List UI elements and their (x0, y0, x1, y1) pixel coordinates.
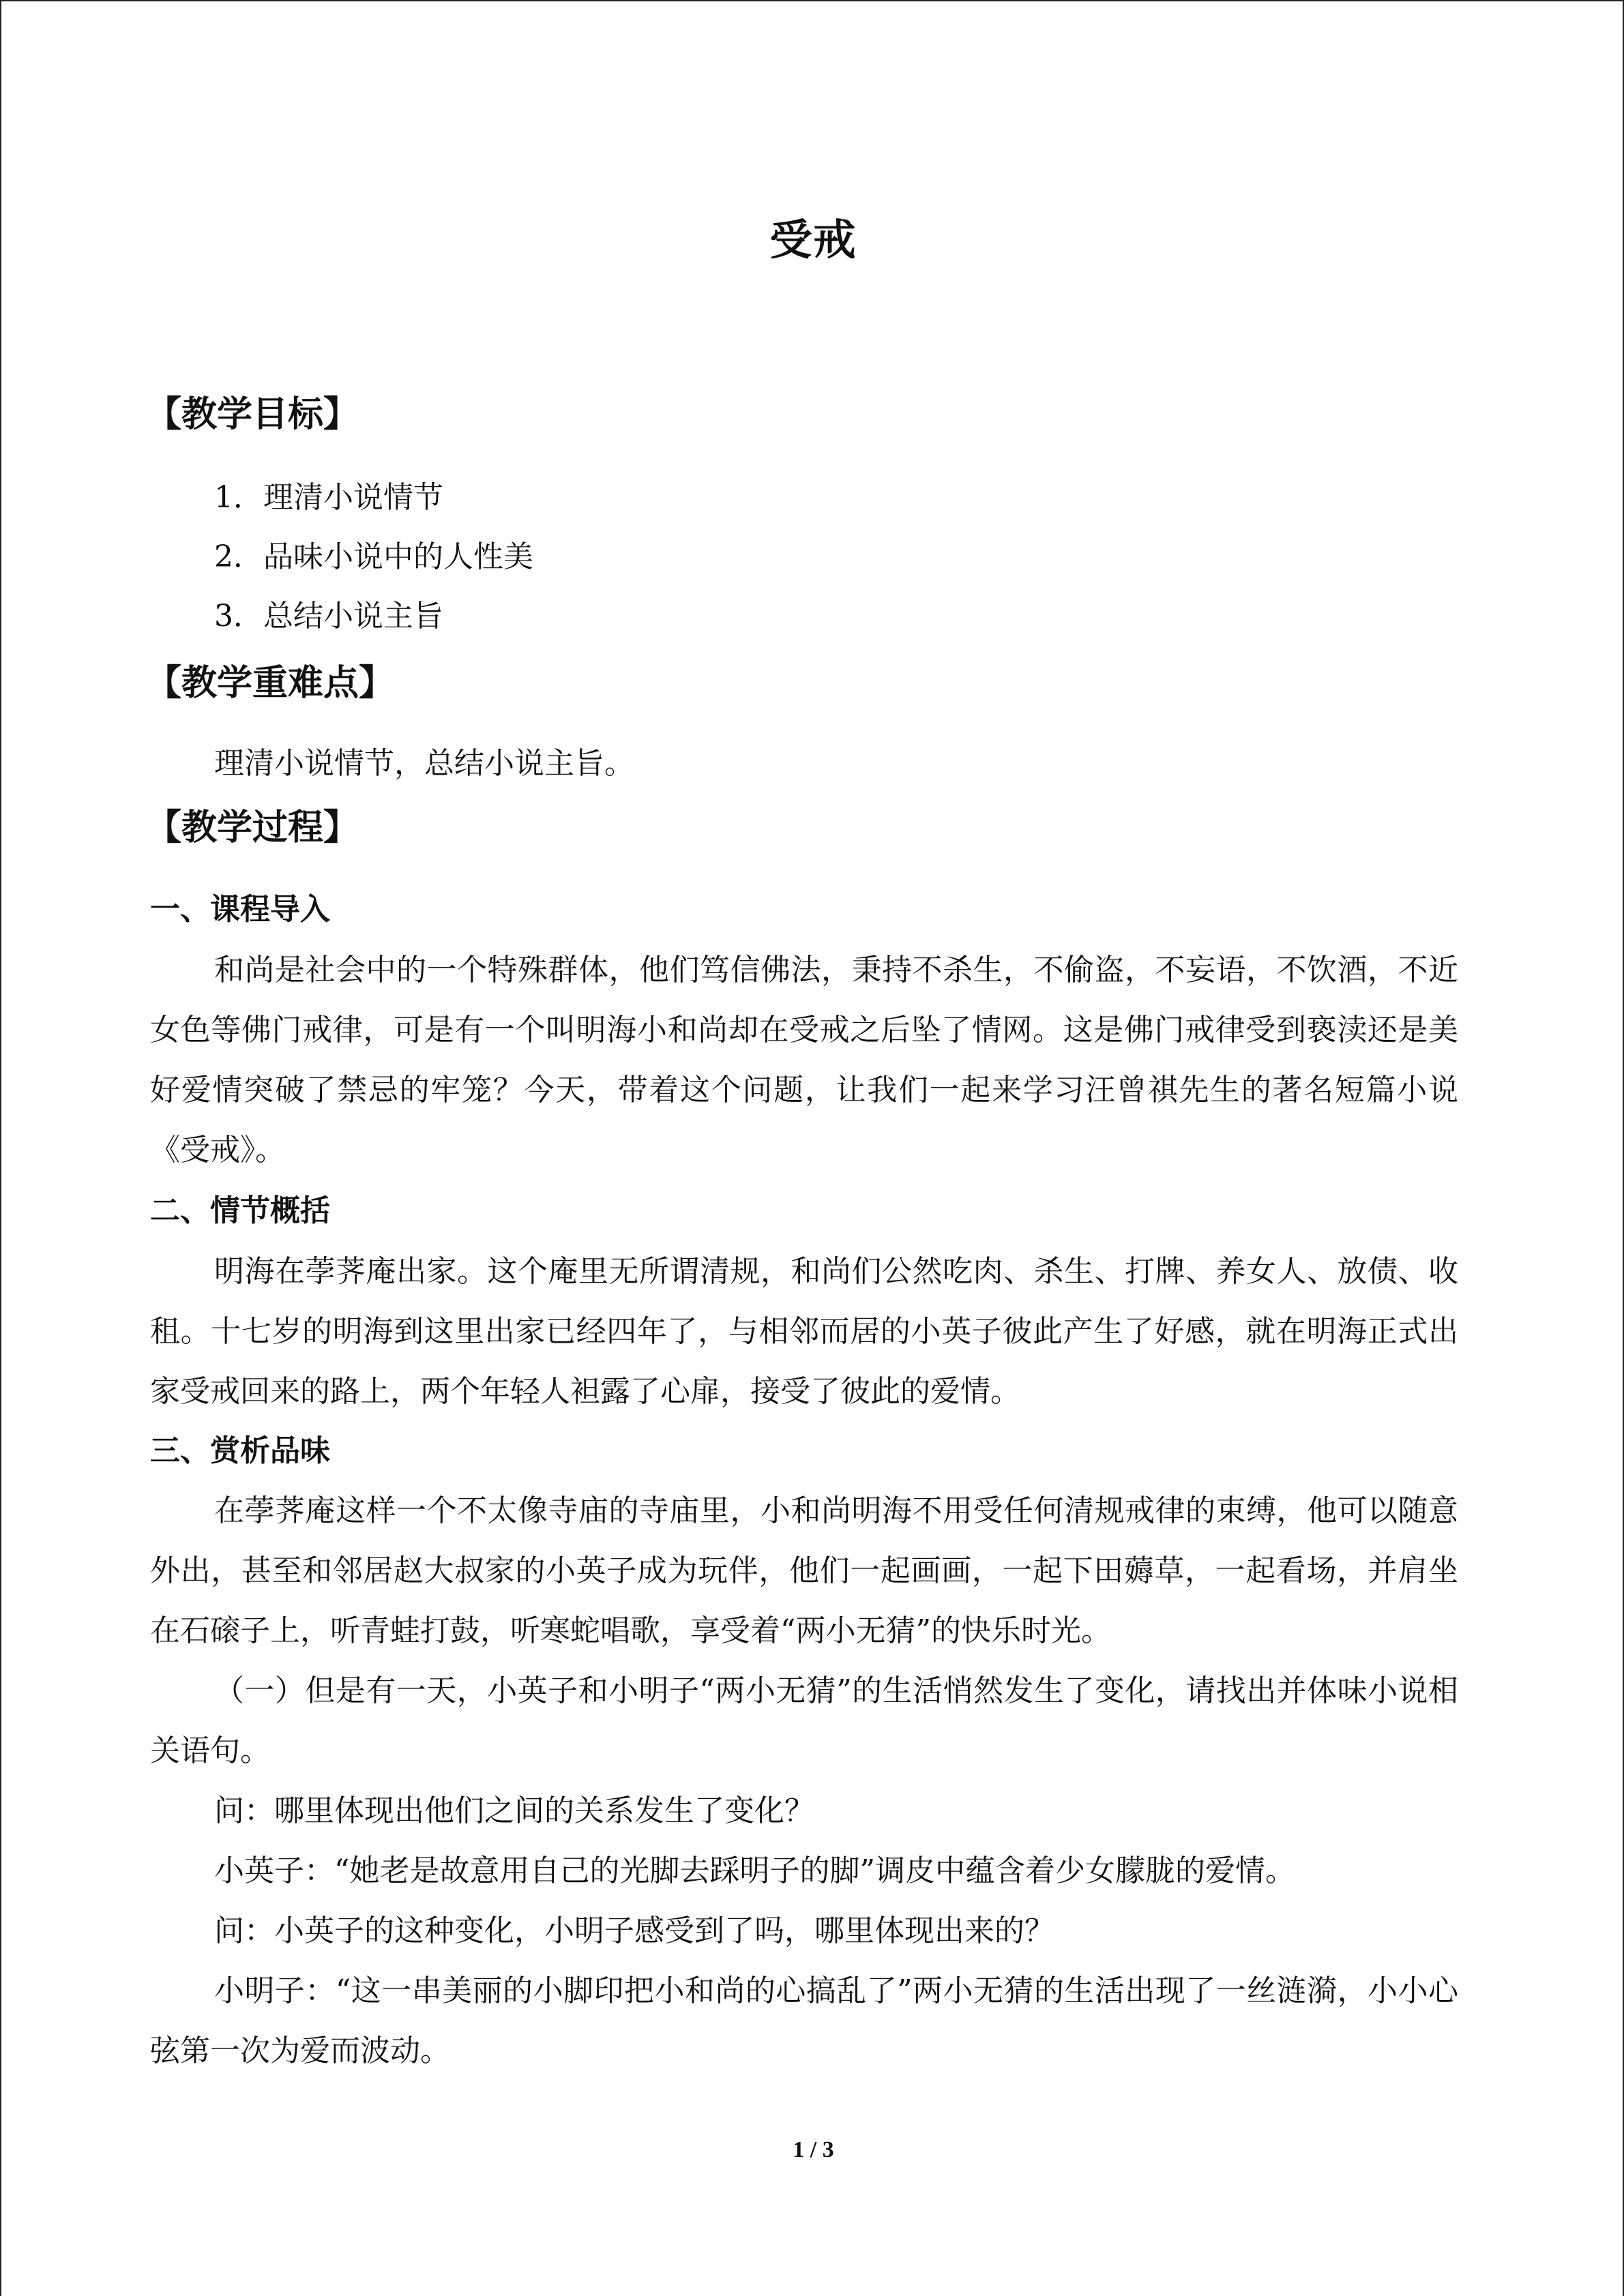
part3-heading: 三、赏析品味 (150, 1433, 330, 1468)
objectives-heading: 【教学目标】 (146, 394, 359, 435)
part3-paragraph-6: 小明子：“这一串美丽的小脚印把小和尚的心搞乱了”两小无猜的生活出现了一丝涟漪，小小心弦第一次为爱而波动。 (150, 1973, 1458, 2068)
objective-item-3: 3．总结小说主旨 (214, 599, 443, 633)
part3-paragraph-2: （一）但是有一天，小英子和小明子“两小无猜”的生活悄然发生了变化，请找出并体味小说相关语句。 (150, 1673, 1458, 1768)
part1-text: 和尚是社会中的一个特殊群体，他们笃信佛法，秉持不杀生，不偷盗，不妄语，不饮酒，不近女色等佛门戒律，可是有一个叫明海小和尚却在受戒之后坠了情网。这是佛门戒律受到亵渎还是美好爱情突破了禁忌的牢笼？今天，带着这个问题，让我们一起来学习汪曾祺先生的著名短篇小说《受戒》。 (150, 953, 1458, 1167)
part3-paragraph-1: 在荸荠庵这样一个不太像寺庙的寺庙里，小和尚明海不用受任何清规戒律的束缚，他可以随意外出，甚至和邻居赵大叔家的小英子成为玩伴，他们一起画画，一起下田薅草，一起看场，并肩坐在石磙子上，听青蛙打鼓，听寒蛇唱歌，享受着“两小无猜”的快乐时光。 (150, 1493, 1458, 1648)
process-heading: 【教学过程】 (146, 807, 359, 848)
objective-item-1: 1．理清小说情节 (214, 480, 443, 515)
part3-paragraph-5: 问：小英子的这种变化，小明子感受到了吗，哪里体现出来的？ (214, 1913, 1054, 1948)
page-indicator: 1 / 3 (793, 2137, 834, 2162)
part1-heading: 一、课程导入 (150, 892, 330, 927)
part2-heading: 二、情节概括 (150, 1193, 330, 1228)
part3-paragraph-3: 问：哪里体现出他们之间的关系发生了变化？ (214, 1793, 814, 1828)
part3-paragraph-4: 小英子：“她老是故意用自己的光脚去踩明子的脚”调皮中蕴含着少女朦胧的爱情。 (214, 1853, 1295, 1888)
part2-text: 明海在荸荠庵出家。这个庵里无所谓清规，和尚们公然吃肉、杀生、打牌、养女人、放债、收租。十七岁的明海到这里出家已经四年了，与相邻而居的小英子彼此产生了好感，就在明海正式出家受戒回来的路上，两个年轻人袒露了心扉，接受了彼此的爱情。 (150, 1254, 1458, 1409)
document-title: 受戒 (769, 215, 857, 265)
key-points-heading: 【教学重难点】 (146, 663, 395, 704)
key-points-text: 理清小说情节，总结小说主旨。 (214, 746, 634, 781)
objective-item-2: 2．品味小说中的人性美 (214, 539, 533, 574)
